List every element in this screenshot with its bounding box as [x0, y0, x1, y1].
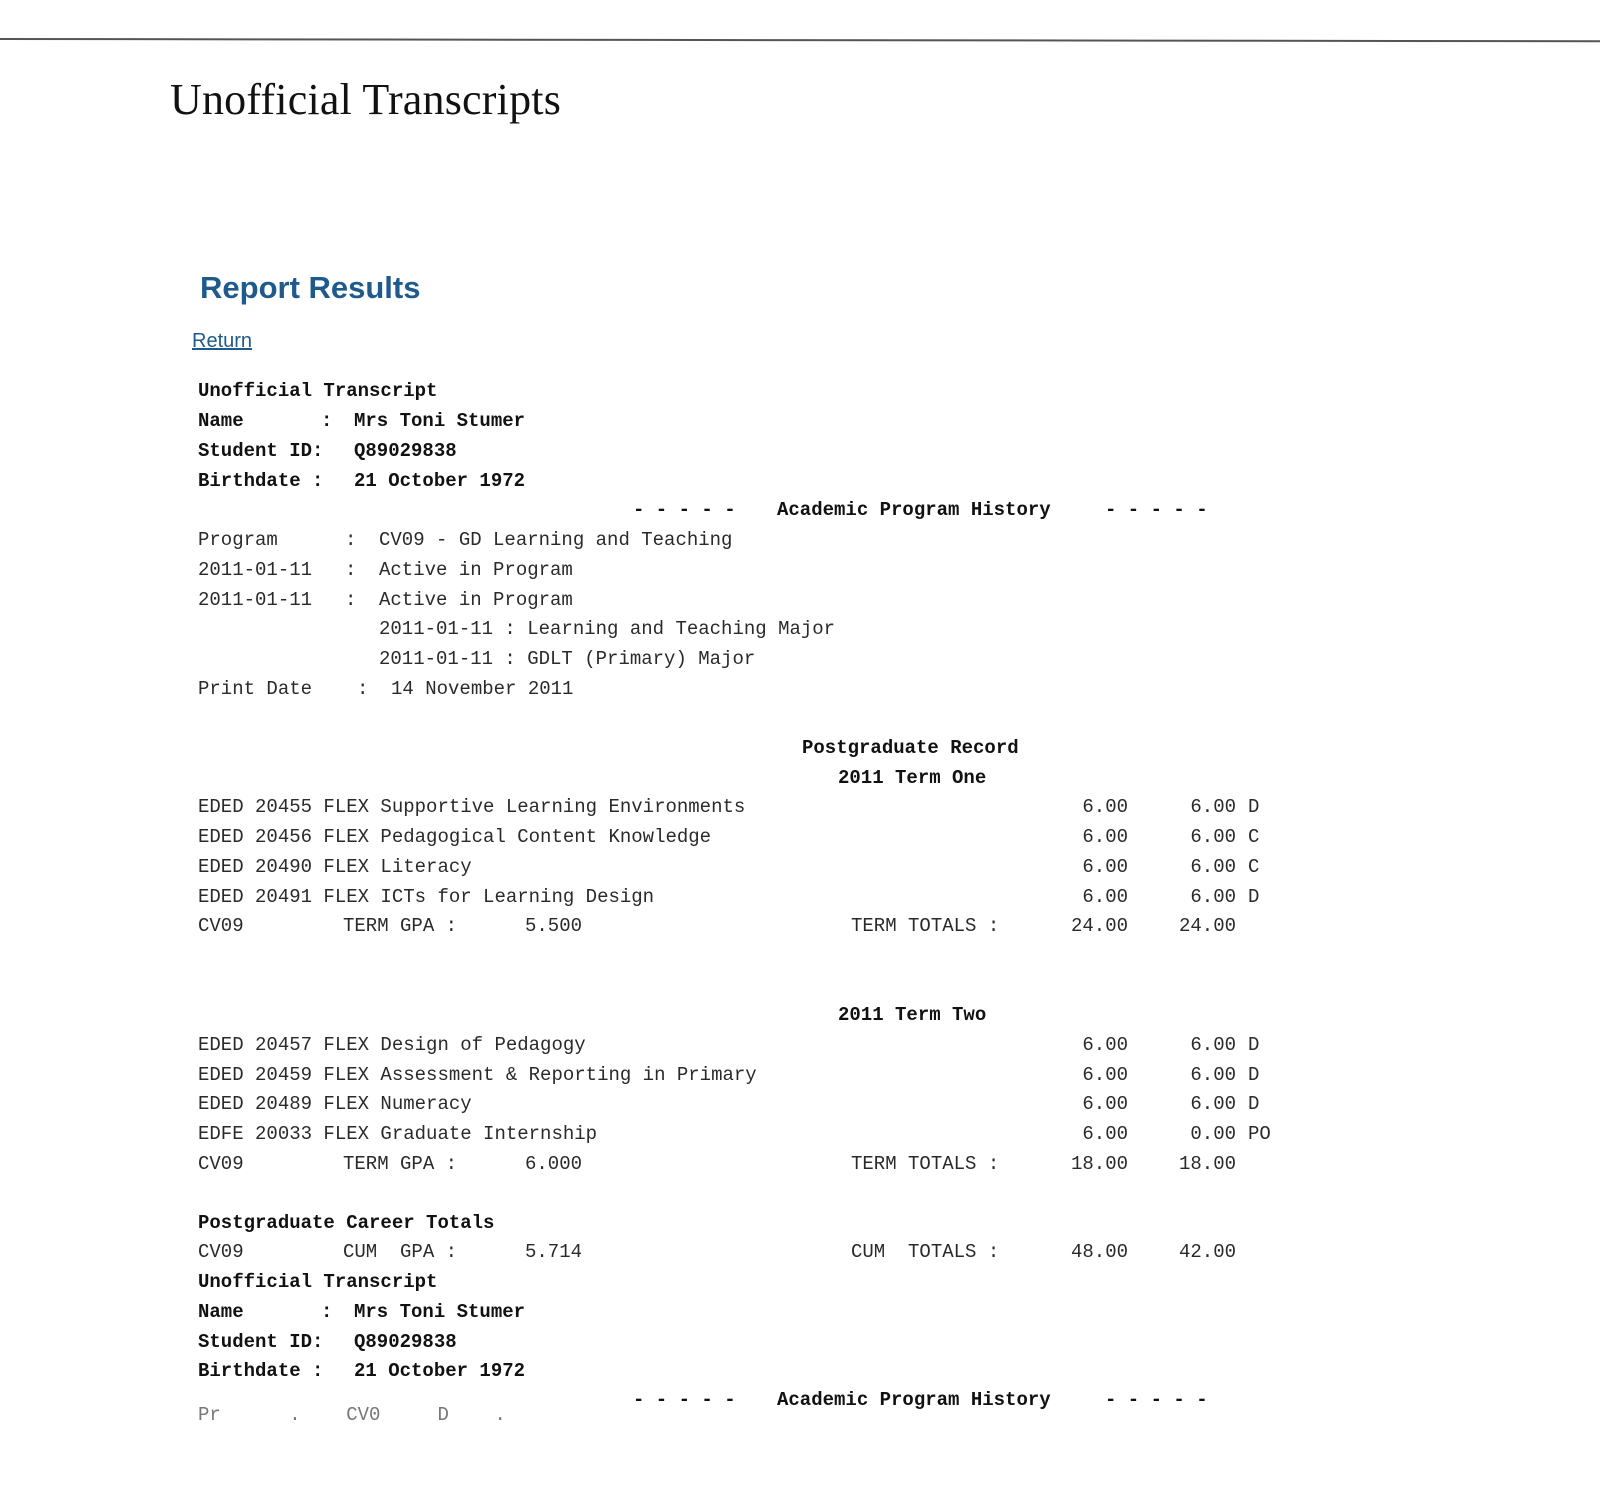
course-earned: 6.00: [1190, 856, 1236, 878]
term-total-attempted: 24.00: [1070, 915, 1128, 937]
history-heading: Academic Program History: [777, 1389, 1051, 1411]
course-name: EDFE 20033 FLEX Graduate Internship: [198, 1123, 598, 1145]
birthdate-value: 21 October 1972: [354, 470, 526, 492]
course-earned: 6.00: [1190, 826, 1236, 848]
event-colon: :: [345, 589, 357, 611]
term-total-attempted: 18.00: [1070, 1153, 1128, 1175]
course-name: EDED 20489 FLEX Numeracy: [198, 1093, 472, 1115]
term-program: CV09: [198, 915, 244, 937]
record-heading: Postgraduate Record: [802, 737, 1019, 759]
term-total-earned: 24.00: [1178, 915, 1236, 937]
program-colon: :: [345, 529, 357, 551]
top-rule: [0, 38, 1600, 42]
student-id-value: Q89029838: [354, 440, 457, 462]
event-colon: :: [345, 559, 357, 581]
transcript-heading: Unofficial Transcript: [198, 380, 438, 402]
term-title: 2011 Term One: [838, 767, 987, 789]
course-grade: D: [1248, 1064, 1260, 1086]
program-label: Program: [198, 529, 278, 551]
term-program: CV09: [198, 1153, 244, 1175]
print-date-value: 14 November 2011: [391, 678, 574, 700]
history-dashes-left: - - - - -: [633, 499, 736, 521]
term-gpa: 5.500: [525, 915, 583, 937]
course-name: EDED 20457 FLEX Design of Pedagogy: [198, 1034, 586, 1056]
course-attempted: 6.00: [1082, 886, 1128, 908]
course-name: EDED 20456 FLEX Pedagogical Content Knowledge: [198, 826, 712, 848]
major-line: 2011-01-11 : GDLT (Primary) Major: [379, 648, 756, 670]
name-label: Name: [198, 1301, 244, 1323]
course-earned: 6.00: [1190, 796, 1236, 818]
course-earned: 0.00: [1190, 1123, 1236, 1145]
term-gpa-label: TERM GPA :: [343, 1153, 458, 1175]
event-text: Active in Program: [379, 589, 573, 611]
birthdate-label: Birthdate :: [198, 1360, 324, 1382]
career-program: CV09: [198, 1241, 244, 1263]
history-dashes-right: - - - - -: [1105, 1389, 1208, 1411]
term-totals-label: TERM TOTALS :: [851, 1153, 1000, 1175]
name-label: Name: [198, 410, 244, 432]
event-date: 2011-01-11: [198, 589, 313, 611]
course-attempted: 6.00: [1082, 796, 1128, 818]
term-gpa-label: TERM GPA :: [343, 915, 458, 937]
course-earned: 6.00: [1190, 1064, 1236, 1086]
name-value: Mrs Toni Stumer: [354, 410, 526, 432]
course-attempted: 6.00: [1082, 1093, 1128, 1115]
course-grade: C: [1248, 856, 1260, 878]
return-link[interactable]: Return: [192, 330, 253, 352]
print-date-label: Print Date: [198, 678, 313, 700]
course-earned: 6.00: [1190, 886, 1236, 908]
student-id-label: Student ID:: [198, 1331, 324, 1353]
major-line: 2011-01-11 : Learning and Teaching Major: [379, 618, 836, 640]
course-earned: 6.00: [1190, 1034, 1236, 1056]
student-id-label: Student ID:: [198, 440, 324, 462]
name-colon: :: [321, 410, 333, 432]
course-grade: PO: [1248, 1123, 1271, 1145]
term-gpa: 6.000: [525, 1153, 583, 1175]
course-attempted: 6.00: [1082, 826, 1128, 848]
event-text: Active in Program: [379, 559, 573, 581]
term-totals-label: TERM TOTALS :: [851, 915, 1000, 937]
course-attempted: 6.00: [1082, 1064, 1128, 1086]
page-title: Unofficial Transcripts: [170, 75, 562, 124]
name-value: Mrs Toni Stumer: [354, 1301, 526, 1323]
term-title: 2011 Term Two: [838, 1004, 987, 1026]
course-grade: D: [1248, 886, 1260, 908]
course-name: EDED 20459 FLEX Assessment & Reporting in Primary: [198, 1064, 757, 1086]
course-grade: D: [1248, 1093, 1260, 1115]
career-gpa-label: CUM GPA :: [343, 1241, 458, 1263]
student-id-value: Q89029838: [354, 1331, 457, 1353]
history-dashes-left: - - - - -: [633, 1389, 736, 1411]
history-heading: Academic Program History: [777, 499, 1051, 521]
course-attempted: 6.00: [1082, 1123, 1128, 1145]
course-earned: 6.00: [1190, 1093, 1236, 1115]
birthdate-value: 21 October 1972: [354, 1360, 526, 1382]
career-gpa: 5.714: [525, 1241, 583, 1263]
course-attempted: 6.00: [1082, 856, 1128, 878]
course-grade: D: [1248, 1034, 1260, 1056]
transcript-heading: Unofficial Transcript: [198, 1271, 438, 1293]
print-date-colon: :: [357, 678, 369, 700]
course-attempted: 6.00: [1082, 1034, 1128, 1056]
name-colon: :: [321, 1301, 333, 1323]
course-name: EDED 20455 FLEX Supportive Learning Environments: [198, 796, 746, 818]
course-name: EDED 20490 FLEX Literacy: [198, 856, 472, 878]
cutoff-text: Pr . CV0 D .: [198, 1404, 506, 1426]
career-heading: Postgraduate Career Totals: [198, 1212, 495, 1234]
career-totals-label: CUM TOTALS :: [851, 1241, 1000, 1263]
term-total-earned: 18.00: [1178, 1153, 1236, 1175]
course-grade: D: [1248, 796, 1260, 818]
program-value: CV09 - GD Learning and Teaching: [379, 529, 733, 551]
career-total-earned: 42.00: [1178, 1241, 1236, 1263]
report-title: Report Results: [200, 270, 421, 305]
birthdate-label: Birthdate :: [198, 470, 324, 492]
cutoff-line: [198, 1404, 506, 1427]
course-name: EDED 20491 FLEX ICTs for Learning Design: [198, 886, 655, 908]
course-grade: C: [1248, 826, 1260, 848]
career-total-attempted: 48.00: [1070, 1241, 1128, 1263]
event-date: 2011-01-11: [198, 559, 313, 581]
history-dashes-right: - - - - -: [1105, 499, 1208, 521]
